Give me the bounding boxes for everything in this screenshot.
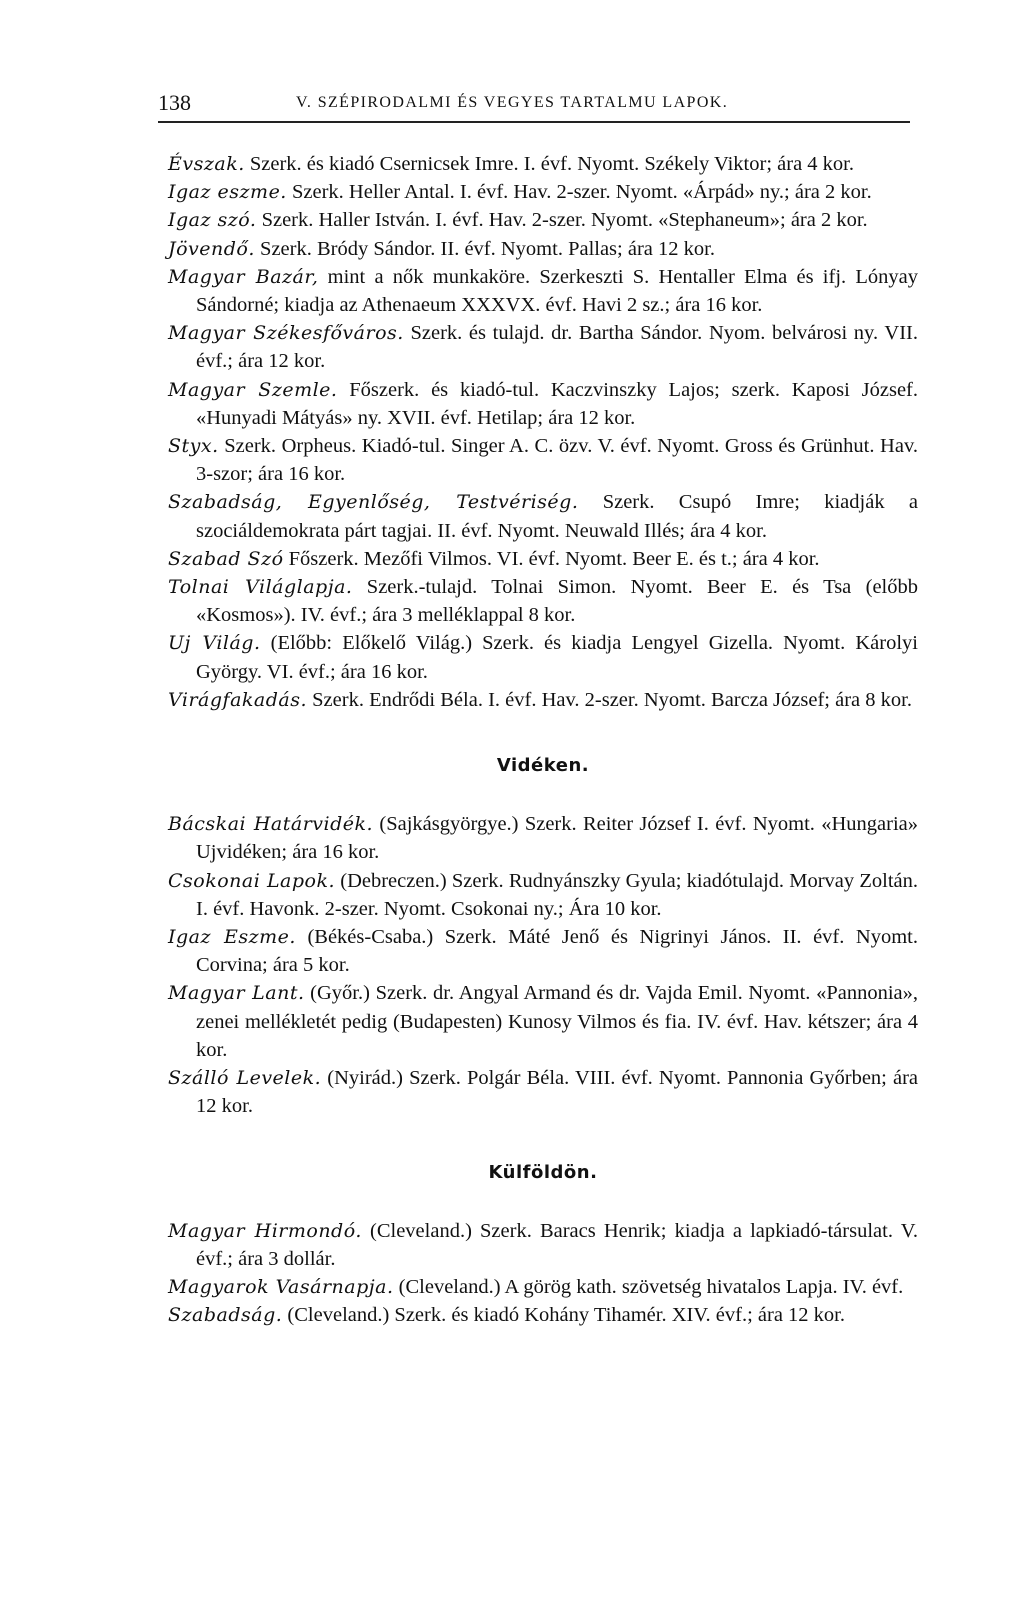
entry-text: mint a nők munkaköre. Szerkeszti S. Hentaller Elma és ifj. Lónyay Sándorné; kiadja az Athenaeum XXXVX. évf. Havi 2 sz.; ára 16 kor. xyxy=(196,265,919,317)
entry xyxy=(168,263,918,319)
entry xyxy=(168,573,918,629)
entry xyxy=(168,432,918,488)
entry-title: Virágfakadás. xyxy=(168,688,308,711)
entry-title: Szabadság. xyxy=(168,1304,283,1327)
running-title: V. SZÉPIRODALMI ÉS VEGYES TARTALMU LAPOK. xyxy=(296,94,729,111)
entry xyxy=(168,545,918,573)
section-videken xyxy=(168,752,918,1120)
entry-text: Főszerk. és kiadó-tul. Kaczvinszky Lajos; szerk. Kaposi József. «Hunyadi Mátyás» ny. XVII. évf. Hetilap; ára 12 kor. xyxy=(196,378,918,429)
entry-text: Szerk. Endrődi Béla. I. évf. Hav. 2-szer. Nyomt. Barcza József; ára 8 kor. xyxy=(307,688,912,711)
header-rule xyxy=(158,121,910,123)
entry-title: Szabadság, Egyenlőség, Testvériség. xyxy=(168,491,579,514)
entry-text: Szerk. Bródy Sándor. II. évf. Nyomt. Pallas; ára 12 kor. xyxy=(254,237,715,260)
entry-text: (Nyirád.) Szerk. Polgár Béla. VIII. évf. Nyomt. Pannonia Győrben; ára 12 kor. xyxy=(196,1067,918,1118)
entry xyxy=(168,923,918,979)
entry xyxy=(168,1273,918,1301)
entry xyxy=(168,1301,918,1329)
entry xyxy=(168,376,918,432)
entry-title: Styx. xyxy=(168,435,219,458)
entry-title: Magyarok Vasárnapja. xyxy=(168,1276,394,1299)
entry-text: Főszerk. Mezőfi Vilmos. VI. évf. Nyomt. Beer E. és t.; ára 4 kor. xyxy=(283,547,820,570)
entry-title: Magyar Hirmondó. xyxy=(168,1219,362,1242)
section-kulfoldon xyxy=(168,1159,918,1330)
entry xyxy=(168,488,918,544)
entry xyxy=(168,206,918,234)
section-heading: Vidéken. xyxy=(496,755,590,777)
entry-title: Magyar Lant. xyxy=(168,982,305,1005)
entry-title: Magyar Székesfőváros. xyxy=(168,322,404,345)
entry xyxy=(168,235,918,263)
entry xyxy=(168,1064,918,1120)
section-budapest xyxy=(168,150,918,714)
entry xyxy=(168,150,918,178)
entry-title: Bácskai Határvidék. xyxy=(168,813,374,836)
entry-title: Igaz szó. xyxy=(168,209,257,232)
entry-title: Igaz Eszme. xyxy=(168,926,296,949)
entry-text: Szerk.-tulajd. Tolnai Simon. Nyomt. Beer E. és Tsa (előbb «Kosmos»). IV. évf.; ára 3 melléklappal 8 kor. xyxy=(196,576,918,627)
entry xyxy=(168,979,918,1064)
entry-text: (Sajkásgyörgye.) Szerk. Reiter József I. évf. Nyomt. «Hungaria» Ujvidéken; ára 16 kor. xyxy=(196,813,918,864)
entry-text: (Cleveland.) Szerk. Baracs Henrik; kiadja a lapkiadó-társulat. V. évf.; ára 3 dollár. xyxy=(196,1219,918,1270)
entry-title: Jövendő. xyxy=(168,237,255,260)
entry-text: (Cleveland.) A görög kath. szövetség hivatalos Lapja. IV. évf. xyxy=(393,1276,904,1299)
entry xyxy=(168,867,918,923)
entry xyxy=(168,629,918,685)
document-body xyxy=(168,150,918,1330)
entry-text: (Debreczen.) Szerk. Rudnyánszky Gyula; kiadótulajd. Morvay Zoltán. I. évf. Havonk. 2-szer. Nyomt. Csokonai ny.; Ára 10 kor. xyxy=(196,869,918,920)
entry-text: Szerk. és kiadó Csernicsek Imre. I. évf. Nyomt. Székely Viktor; ára 4 kor. xyxy=(244,153,854,175)
entry-title: Tolnai Világlapja. xyxy=(168,576,353,599)
entry-text: Szerk. Csupó Imre; kiadják a szociáldemokrata párt tagjai. II. évf. Nyomt. Neuwald Illés; ára 4 kor. xyxy=(196,491,918,542)
entry-text: (Győr.) Szerk. dr. Angyal Armand és dr. Vajda Emil. Nyomt. «Pannonia», zenei mellékletét pedig (Budapesten) Kunosy Vilmos és fia. IV. évf. Hav. kétszer; ára 4 kor. xyxy=(196,982,918,1061)
entry xyxy=(168,810,918,866)
entry-title: Magyar Bazár, xyxy=(168,265,319,288)
entry xyxy=(168,686,918,714)
entry-text: Szerk. Orpheus. Kiadó-tul. Singer A. C. özv. V. évf. Nyomt. Gross és Grünhut. Hav. 3-szor; ára 16 kor. xyxy=(196,435,918,486)
page-number: 138 xyxy=(158,90,191,115)
entry-text: Szerk. Haller István. I. évf. Hav. 2-szer. Nyomt. «Stephaneum»; ára 2 kor. xyxy=(256,209,868,232)
entry-title: Csokonai Lapok. xyxy=(168,869,336,892)
entry-text: (Cleveland.) Szerk. és kiadó Kohány Tihamér. XIV. évf.; ára 12 kor. xyxy=(282,1304,845,1327)
entry-text: Szerk. és tulajd. dr. Bartha Sándor. Nyom. belvárosi ny. VII. évf.; ára 12 kor. xyxy=(196,322,918,373)
entry xyxy=(168,178,918,206)
entry xyxy=(168,319,918,375)
page-header xyxy=(158,88,918,118)
entry-text: Szerk. Heller Antal. I. évf. Hav. 2-szer. Nyomt. «Árpád» ny.; ára 2 kor. xyxy=(286,181,872,204)
entry-text: (Békés-Csaba.) Szerk. Máté Jenő és Nigrinyi János. II. évf. Nyomt. Corvina; ára 5 kor. xyxy=(196,926,918,977)
entry-title: Évszak. xyxy=(168,153,245,175)
entry-title: Szabad Szó xyxy=(168,547,284,570)
entry-title: Magyar Szemle. xyxy=(168,378,338,401)
section-heading: Külföldön. xyxy=(488,1161,598,1183)
entry-title: Uj Világ. xyxy=(168,632,261,655)
entry-title: Szálló Levelek. xyxy=(168,1067,322,1090)
entry-text: (Előbb: Előkelő Világ.) Szerk. és kiadja Lengyel Gizella. Nyomt. Károlyi György. VI. évf.; ára 16 kor. xyxy=(196,632,918,683)
entry xyxy=(168,1217,918,1273)
entry-title: Igaz eszme. xyxy=(168,181,287,204)
